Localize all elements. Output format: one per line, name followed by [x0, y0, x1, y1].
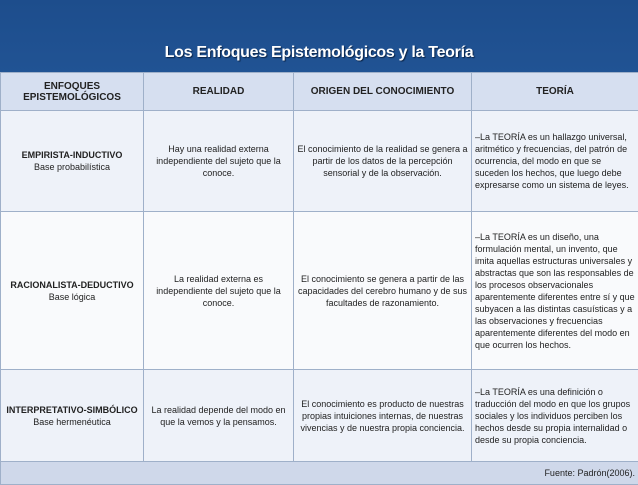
approach-basis: Base probabilística: [4, 161, 140, 173]
header-approaches: ENFOQUES EPISTEMOLÓGICOS: [1, 73, 144, 111]
theory-cell: –La TEORÍA es una definición o traducción del modo en que los grupos sociales y los individuos perciben los hechos desde su propia internalidad o desde su propia conciencia.: [472, 370, 638, 462]
slide-title: Los Enfoques Epistemológicos y la Teoría: [0, 44, 638, 62]
approach-basis: Base hermenéutica: [4, 416, 140, 428]
table-row: [1, 370, 638, 462]
origin-cell: El conocimiento es producto de nuestras propias intuiciones internas, de nuestras vivencias y de nuestra propia conciencia.: [294, 370, 472, 462]
approach-cell: [1, 370, 144, 462]
approach-name: RACIONALISTA-DEDUCTIVO: [4, 279, 140, 291]
header-row: [1, 73, 638, 111]
epistemology-table: [0, 72, 638, 485]
approach-name: INTERPRETATIVO-SIMBÓLICO: [4, 404, 140, 416]
table-row: [1, 111, 638, 212]
reality-cell: Hay una realidad externa independiente del sujeto que la conoce.: [144, 111, 294, 212]
approach-basis: Base lógica: [4, 291, 140, 303]
header-origin: ORIGEN DEL CONOCIMIENTO: [294, 73, 472, 111]
approach-name: EMPIRISTA-INDUCTIVO: [4, 149, 140, 161]
table-row: [1, 212, 638, 370]
source-caption: Fuente: Padrón(2006).: [1, 462, 638, 485]
approach-cell: [1, 212, 144, 370]
theory-cell: –La TEORÍA es un hallazgo universal, aritmético y frecuencias, del patrón de ocurrencia, del modo en que se suceden los hechos, que luego debe expresarse como un sistema de leyes.: [472, 111, 638, 212]
reality-cell: La realidad externa es independiente del sujeto que la conoce.: [144, 212, 294, 370]
header-theory: TEORÍA: [472, 73, 638, 111]
approach-cell: [1, 111, 144, 212]
origin-cell: El conocimiento de la realidad se genera a partir de los datos de la percepción sensorial y de la observación.: [294, 111, 472, 212]
source-row: [1, 462, 638, 485]
origin-cell: El conocimiento se genera a partir de las capacidades del cerebro humano y de sus facultades de razonamiento.: [294, 212, 472, 370]
theory-cell: –La TEORÍA es un diseño, una formulación mental, un invento, que imita aquellas estructuras universales y abstractas que son las responsables de los procesos observacionales aparentemente diferentes entre sí y que subyacen a las distintas casuísticas y a las observaciones y frecuencias aparentemente diferentes del modo en que ocurren los hechos.: [472, 212, 638, 370]
reality-cell: La realidad depende del modo en que la vemos y la pensamos.: [144, 370, 294, 462]
header-reality: REALIDAD: [144, 73, 294, 111]
